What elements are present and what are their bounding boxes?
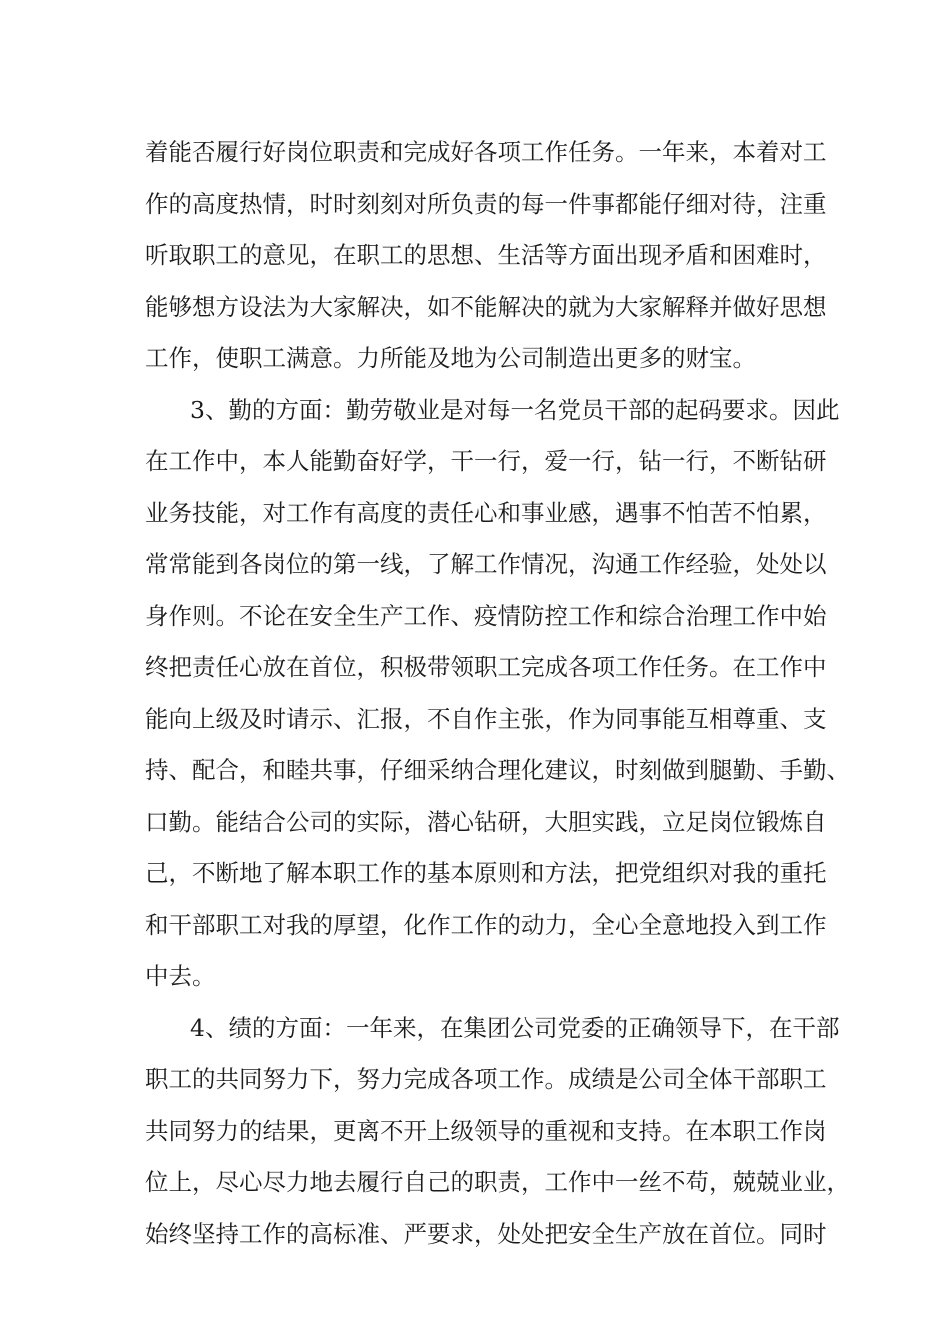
text-line: 己，不断地了解本职工作的基本原则和方法，把党组织对我的重托 xyxy=(145,859,827,887)
text-line: 持、配合，和睦共事，仔细采纳合理化建议，时刻做到腿勤、手勤、 xyxy=(145,756,850,784)
text-line: 位上，尽心尽力地去履行自己的职责，工作中一丝不苟，兢兢业业， xyxy=(145,1168,850,1196)
text-line: 始终坚持工作的高标准、严要求，处处把安全生产放在首位。同时 xyxy=(145,1219,827,1248)
text-line: 能向上级及时请示、汇报，不自作主张，作为同事能互相尊重、支 xyxy=(145,704,827,733)
body-text xyxy=(145,127,850,1260)
text-line: 口勤。能结合公司的实际，潜心钻研，大胆实践，立足岗位锻炼自 xyxy=(145,807,827,836)
text-line: 业务技能，对工作有高度的责任心和事业感，遇事不怕苦不怕累， xyxy=(145,498,827,527)
text-line: 和干部职工对我的厚望，化作工作的动力，全心全意地投入到工作 xyxy=(145,910,827,939)
text-line: 共同努力的结果，更离不开上级领导的重视和支持。在本职工作岗 xyxy=(145,1116,827,1145)
text-line: 能够想方设法为大家解决，如不能解决的就为大家解释并做好思想 xyxy=(145,292,827,321)
text-line: 终把责任心放在首位，积极带领职工完成各项工作任务。在工作中 xyxy=(145,653,827,681)
text-line: 听取职工的意见，在职工的思想、生活等方面出现矛盾和困难时， xyxy=(145,241,827,269)
text-line: 作的高度热情，时时刻刻对所负责的每一件事都能仔细对待，注重 xyxy=(145,189,827,218)
paragraph-first-line: 3、勤的方面：勤劳敬业是对每一名党员干部的起码要求。因此 xyxy=(190,395,840,424)
text-line: 职工的共同努力下，努力完成各项工作。成绩是公司全体干部职工 xyxy=(145,1065,827,1093)
text-line: 常常能到各岗位的第一线，了解工作情况，沟通工作经验，处处以 xyxy=(145,550,827,578)
text-line: 着能否履行好岗位职责和完成好各项工作任务。一年来，本着对工 xyxy=(145,138,827,166)
text-line: 身作则。不论在安全生产工作、疫情防控工作和综合治理工作中始 xyxy=(145,601,827,630)
paragraph-first-line: 4、绩的方面：一年来，在集团公司党委的正确领导下，在干部 xyxy=(190,1013,840,1042)
text-line: 中去。 xyxy=(145,962,216,990)
text-line: 工作，使职工满意。力所能及地为公司制造出更多的财宝。 xyxy=(145,344,756,372)
text-line: 在工作中，本人能勤奋好学，干一行，爱一行，钻一行，不断钻研 xyxy=(145,447,827,475)
